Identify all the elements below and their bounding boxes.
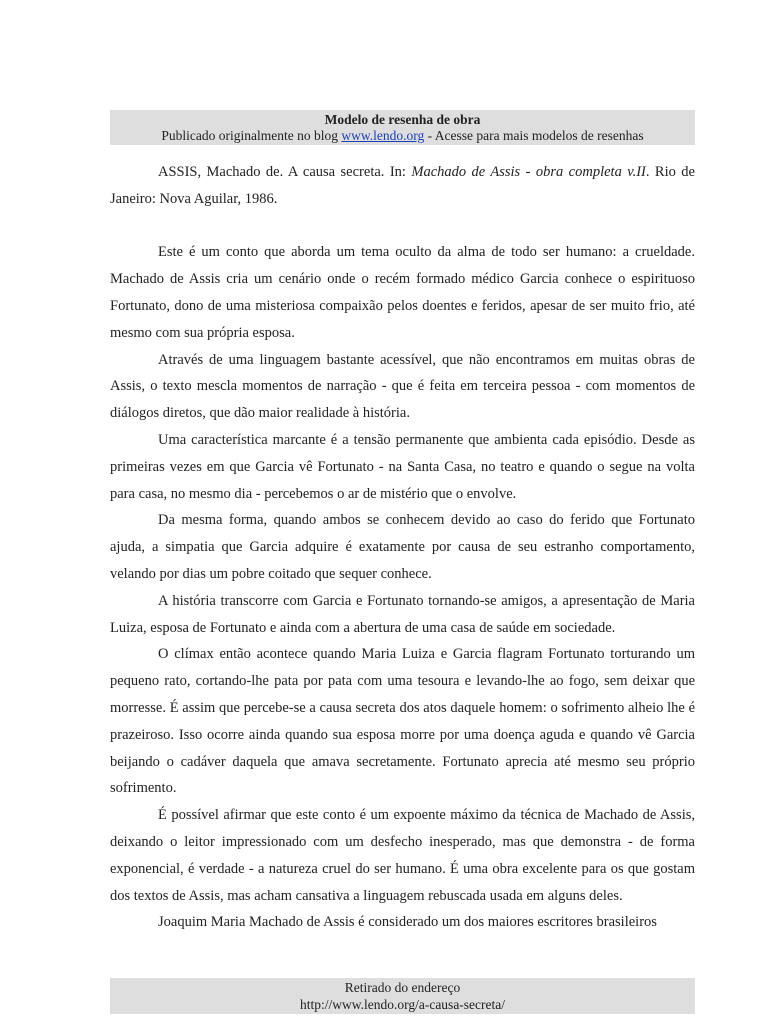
reference-work-title: Machado de Assis - obra completa v.II [411, 164, 646, 180]
review-body [110, 159, 695, 936]
paragraph: O clímax então acontece quando Maria Luiza e Garcia flagram Fortunato torturando um pequeno rato, cortando-lhe pata por pata com uma tesoura e levando-lhe ao fogo, sem deixar que morresse. É assim que percebe-se a causa secreta dos atos daquele homem: o sofrimento alheio lhe é prazeiroso. Isso ocorre ainda quando sua esposa morre por uma doença aguda e quando vê Garcia beijando o cadáver daquela que amava secretamente. Fortunato aprecia até mesmo seu próprio sofrimento. [110, 646, 695, 797]
footer-source-label: Retirado do endereço [344, 980, 461, 995]
bibliographic-reference [110, 159, 695, 213]
publication-note [110, 128, 695, 144]
footer-banner [110, 978, 695, 1014]
paragraph: Da mesma forma, quando ambos se conhecem devido ao caso do ferido que Fortunato ajuda, a simpatia que Garcia adquire é exatamente por causa de seu estranho comportamento, velando por dias um pobre coitado que sequer conhece. [110, 512, 695, 582]
paragraph: É possível afirmar que este conto é um expoente máximo da técnica de Machado de Assis, deixando o leitor impressionado com um desfecho inesperado, mas que demonstra - de forma exponencial, é verdade - a natureza cruel do ser humano. É uma obra excelente para os que gostam dos textos de Assis, mas acham cansativa a linguagem rebuscada usada em alguns deles. [110, 807, 695, 904]
paragraph: Joaquim Maria Machado de Assis é considerado um dos maiores escritores brasileiros [158, 914, 657, 931]
reference-prefix: ASSIS, Machado de. A causa secreta. In: [158, 164, 412, 180]
blog-link[interactable]: www.lendo.org [341, 128, 425, 143]
paragraph: Através de uma linguagem bastante acessível, que não encontramos em muitas obras de Assis, o texto mescla momentos de narração - que é feita em terceira pessoa - com momentos de diálogos diretos, que dão maior realidade à história. [110, 351, 695, 422]
header-banner [110, 110, 695, 145]
publication-note-prefix: Publicado originalmente no blog [161, 128, 342, 143]
paragraph: A história transcorre com Garcia e Fortunato tornando-se amigos, a apresentação de Maria Luiza, esposa de Fortunato e ainda com a abertura de uma casa de saúde em sociedade. [110, 592, 695, 636]
publication-note-suffix: - Acesse para mais modelos de resenhas [424, 128, 644, 143]
reference-suffix: . Rio de Janeiro: Nova Aguilar, 1986. [110, 164, 695, 207]
footer-source-url: http://www.lendo.org/a-causa-secreta/ [299, 996, 506, 1012]
paragraph: Uma característica marcante é a tensão permanente que ambienta cada episódio. Desde as primeiras vezes em que Garcia vê Fortunato - na Santa Casa, no teatro e quando o segue na volta para casa, no mesmo dia - percebemos o ar de mistério que o envolve. [110, 431, 695, 502]
paragraph: Este é um conto que aborda um tema oculto da alma de todo ser humano: a crueldade. Machado de Assis cria um cenário onde o recém formado médico Garcia conhece o espirituoso Fortunato, dono de uma misteriosa compaixão pelos doentes e feridos, apesar de ser muito frio, até mesmo com sua própria esposa. [110, 244, 695, 341]
document-title: Modelo de resenha de obra [324, 112, 481, 127]
